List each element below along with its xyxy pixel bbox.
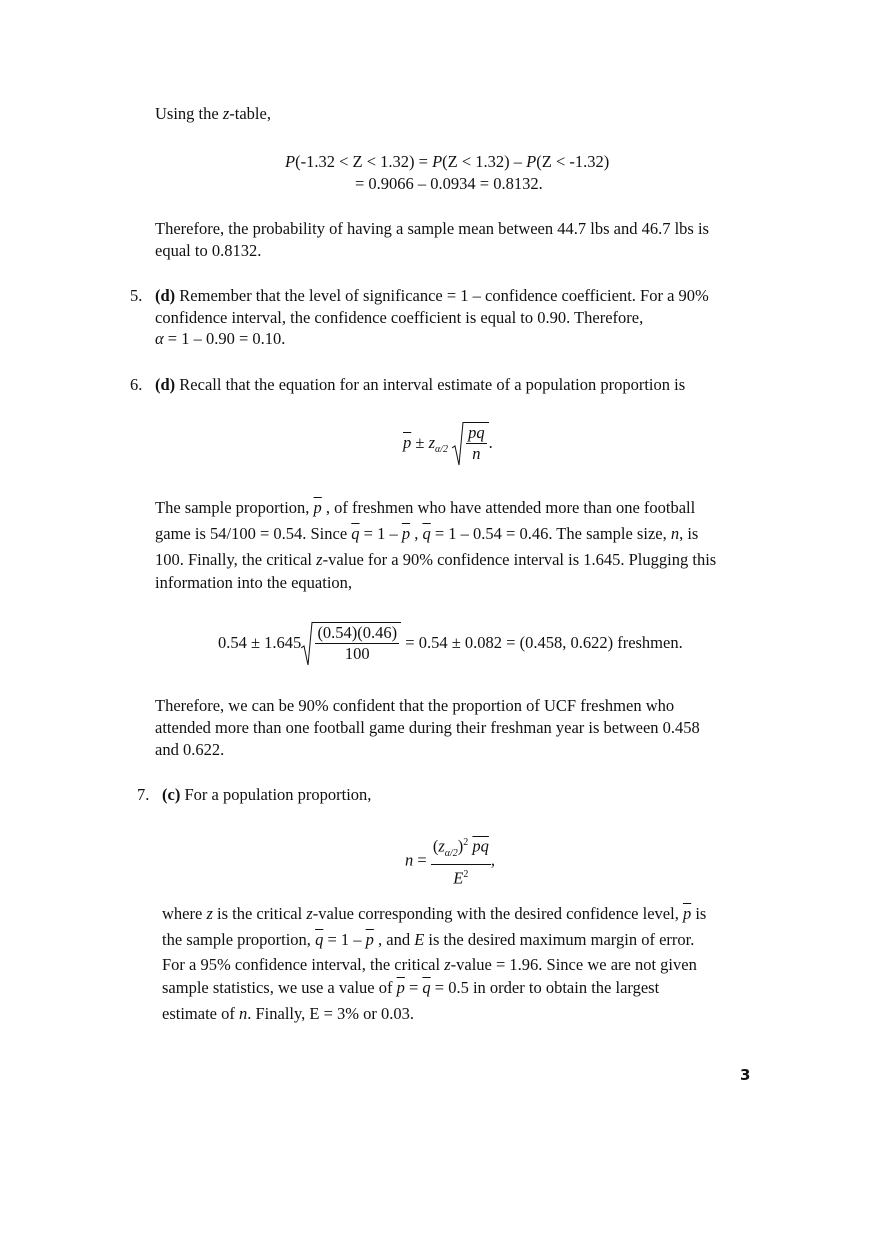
conclusion-q4-line2: equal to 0.8132. — [155, 241, 262, 260]
question-5-number: 5. — [130, 286, 143, 305]
q6-para-line4: information into the equation, — [155, 573, 353, 592]
question-5-line2: confidence interval, the confidence coefficient is equal to 0.90. Therefore, — [155, 308, 644, 327]
q6-conclusion-line2: attended more than one football game during their freshman year is between 0.458 — [155, 718, 700, 737]
interval-estimate-formula: $\overline{p} \pm z_{\alpha/2}$ $\frac{\overline{pq}}{n}$ . — [403, 422, 493, 464]
q7-para-line3: For a 95% confidence interval, the critical z-value = 1.96. Since we are not given — [162, 955, 697, 974]
question-5-line1: (d) Remember that the level of significance = 1 – confidence coefficient. For a 90% — [155, 286, 709, 305]
q7-para-line5: estimate of n. Finally, E = 3% or 0.03. — [162, 1004, 415, 1023]
q6-para-line1: The sample proportion, $\overline{p}$ , of freshmen who have attended more than one football — [155, 498, 696, 517]
intro-line: Using the z-table, — [155, 104, 271, 123]
q6-conclusion-line3: and 0.622. — [155, 740, 225, 759]
sample-size-formula: n = $\frac{(z_{\alpha/2})^2 \overline{pq}}{E^2}$ , — [405, 836, 496, 888]
q6-para-line3: 100. Finally, the critical z-value for a 90% confidence interval is 1.645. Plugging this — [155, 550, 717, 569]
conclusion-q4-line1: Therefore, the probability of having a sample mean between 44.7 lbs and 46.7 lbs is — [155, 219, 709, 238]
probability-equation-line1: P(-1.32 < Z < 1.32) = P(Z < 1.32) – P(Z < -1.32) — [285, 152, 610, 171]
question-7-number: 7. — [137, 785, 150, 804]
q6-conclusion-line1: Therefore, we can be 90% confident that the proportion of UCF freshmen who — [155, 696, 675, 715]
square-root: $\frac{\overline{pq}}{n}$ — [452, 422, 489, 464]
probability-equation-line2: = 0.9066 – 0.0934 = 0.8132. — [355, 174, 543, 193]
q7-para-line2: the sample proportion, $\overline{q} = 1 - \overline{p}$ , and E is the desired maximum margin of error. — [162, 930, 695, 949]
question-5-line3: α = 1 – 0.90 = 0.10. — [155, 329, 286, 348]
q6-para-line2: game is 54/100 = 0.54. Since $\overline{q} = 1 - \overline{p}$ , $\overline{q} = 1 - 0.54 = 0.46$. The sample size, n, is — [155, 524, 699, 543]
proportion-calculation: 0.54 ± 1.645 $\frac{(0.54)(0.46)}{100}$ = 0.54 ± 0.082 = (0.458, 0.622) freshmen. — [218, 622, 683, 664]
question-6-line1: (d) Recall that the equation for an interval estimate of a population proportion is — [155, 375, 686, 394]
question-6-number: 6. — [130, 375, 143, 394]
page-number: 3 — [740, 1066, 751, 1084]
square-root: $\frac{(0.54)(0.46)}{100}$ — [301, 622, 401, 664]
radical-sign — [301, 622, 313, 666]
question-7-line1: (c) For a population proportion, — [162, 785, 372, 804]
radical-sign — [452, 422, 464, 466]
q7-para-line4: sample statistics, we use a value of $\overline{p} = \overline{q} = 0.5$ in order to obtain the largest — [162, 978, 660, 997]
q7-para-line1: where z is the critical z-value corresponding with the desired confidence level, $\overline{p}$ is — [162, 904, 707, 923]
